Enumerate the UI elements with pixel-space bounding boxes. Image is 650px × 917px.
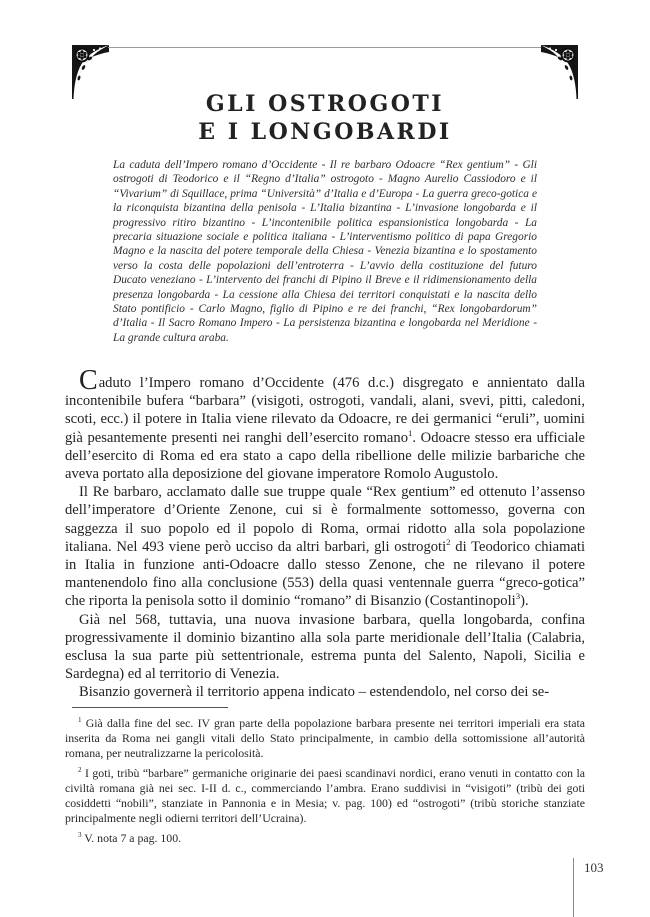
footnotes (65, 716, 585, 851)
paragraph: Il Re barbaro, acclamato dalle sue truppe quale “Rex gentium” ed ottenuto l’assenso dell’imperatore d’Oriente Zenone, cui si è formalmente sottomesso, governa con saggezza il suo popolo ed il popolo di Roma, ormai ridotto alla sola popolazione italiana. Nel 493 viene però ucciso da altri barbari, gli ostrogoti$^2$ di Teodorico chiamati in Italia in funzione anti-Odoacre dallo stesso Zenone, che ne rilevano il potere mantenendolo fino alla conclusione (553) della quasi ventennale guerra “greco-gotica” che riporta la penisola sotto il dominio “romano” di Bisanzio (Costantinopoli$^3$). (65, 484, 586, 610)
paragraph: Già nel 568, tuttavia, una nuova invasione barbara, quella longobarda, confina progressivamente il dominio bizantino alla sola parte meridionale dell’Italia (Calabria, esclusa la sua parte più settentrionale, estrema punta del Salento, Napoli, Sicilia e Sardegna) ed al territorio di Venezia. (65, 611, 585, 683)
chapter-summary: La caduta dell’Impero romano d’Occidente - Il re barbaro Odoacre “Rex gentium” - Gli ostrogoti di Teodorico e il “Regno d’Italia” ostrogoto - Magno Aurelio Cassiodoro e il “Vivarium” di Squillace, prima “Università” d’Italia e d’Europa - La guerra greco-gotica e la riconquista bizantina della penisola - L’Italia bizantina - L’invasione longobarda e il progressivo ritiro bizantino - L’incontenibile politica espansionistica longobarda - La precaria situazione sociale e politica italiana - L’interventismo politico di papa Gregorio Magno e la nascita del potere temporale della Chiesa - Venezia bizantina e lo spostamento verso la costa delle popolazioni dell’entroterra - L’avvio della costituzione del futuro Ducato veneziano - L’intervento dei franchi di Pipino il Breve e il ridimensionamento della presenza longobarda - La cessione alla Chiesa dei territori conquistati e la nascita dello Stato pontificio - Carlo Magno, figlio di Pipino e re dei franchi, “Rex longobardorum” d’Italia - Il Sacro Romano Impero - La persistenza bizantina e longobarda nel Meridione - La grande cultura araba. (113, 159, 537, 344)
paragraph: Bisanzio governerà il territorio appena indicato – estendendolo, nel corso dei se- (79, 684, 550, 701)
footnote-number: 1 (78, 716, 82, 725)
drop-cap: C (79, 365, 99, 396)
chapter-title (0, 90, 650, 146)
footnote-separator-rule (72, 707, 228, 708)
footnote: $^3$ V. nota 7 a pag. 100. (78, 831, 182, 845)
footnote: $^2$ I goti, tribù “barbare” germaniche originarie dei paesi scandinavi nordici, erano venuti in contatto con la civiltà romana già nei sec. I-II d. c., commerciando l’ambra. Erano suddivisi in “visigoti” (tribù dei goti cosiddetti “nobili”, stanziate in Pannonia e in Mesia; v. pag. 100) ed “ostrogoti” (tribù storiche stanziate principalmente negli odierni territori dell’Ucraina). (65, 766, 585, 825)
body-text (65, 365, 586, 702)
footnote-number: 2 (78, 766, 82, 775)
header-rule (108, 47, 542, 48)
paragraph: Caduto l’Impero romano d’Occidente (476 d.c.) disgregato e annientato dalla incontenibile bufera “barbara” (visigoti, ostrogoti, vandali, alani, svevi, pitti, caledoni, scoti, ecc.) il potere in Italia viene rilevato da Odoacre, re dei germanici “eruli”, uomini già pesantemente presenti nei ranghi dell’esercito romano$^1$. Odoacre stesso era ufficiale dell’esercito di Roma ed era stato a capo della ribellione delle milizie barbariche che aveva portato alla deposizione del giovane imperatore Romolo Augustolo. (65, 365, 585, 483)
page-number-rule (573, 858, 574, 917)
footnote-ref: 2 (446, 536, 451, 547)
page-number: 103 (584, 860, 604, 875)
footnote-number: 3 (78, 831, 82, 840)
footnote-ref: 3 (515, 591, 521, 602)
footnote-ref: 1 (408, 427, 413, 438)
footnote: $^1$ Già dalla fine del sec. IV gran parte della popolazione barbara presente nei territori imperiali era stata inserita da Roma nei gangli vitali dello Stato principalmente, in cambio della sottomissione all’autorità romana, per neutralizzarne la pericolosità. (65, 716, 585, 760)
chapter-title-line1: GLI OSTROGOTI (205, 91, 445, 117)
chapter-title-line2: E I LONGOBARDI (198, 119, 452, 145)
